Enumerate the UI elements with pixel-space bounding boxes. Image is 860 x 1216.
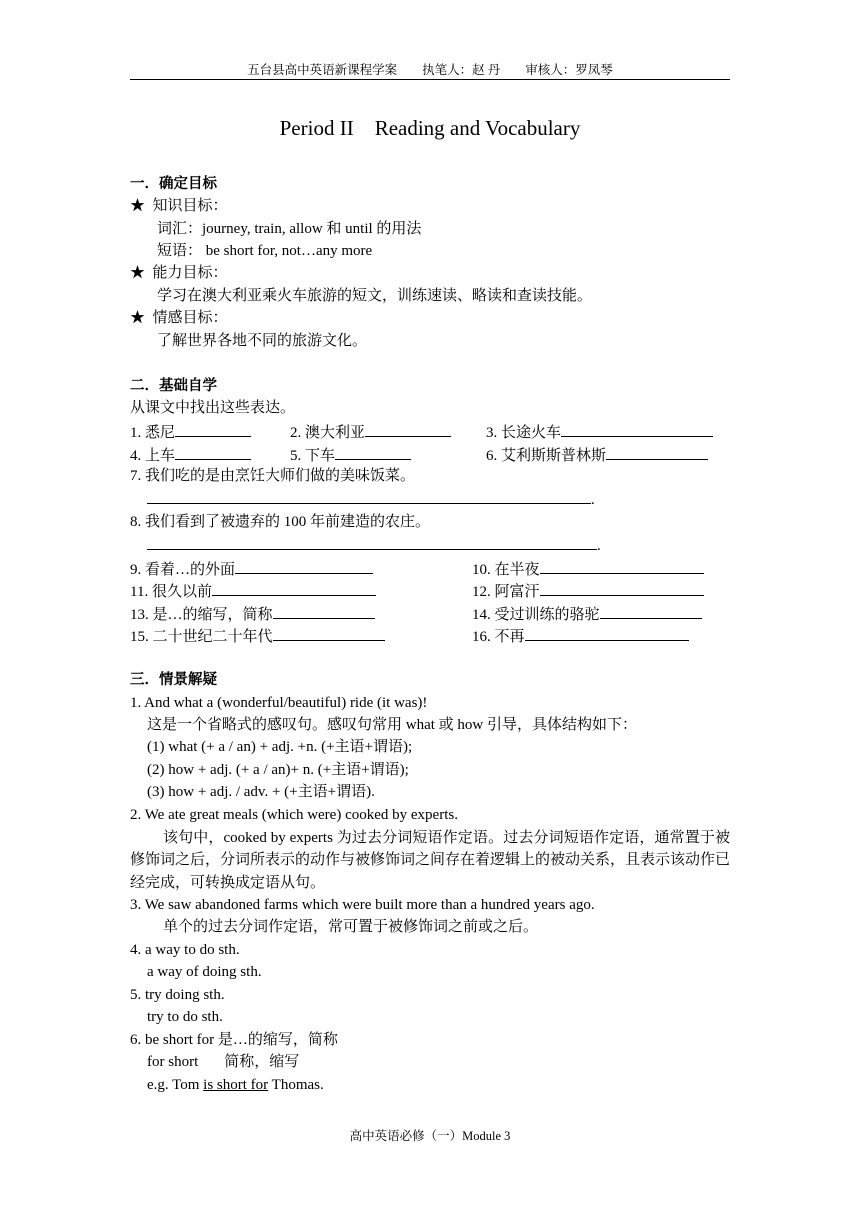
- section-2-heading: 二．基础自学: [130, 378, 217, 394]
- point-1-explanation: 这是一个省略式的感叹句。感叹句常用 what 或 how 引导，具体结构如下：: [147, 717, 637, 733]
- exercise-item-7-answer: .: [147, 488, 595, 510]
- answer-blank[interactable]: [561, 421, 713, 437]
- answer-blank[interactable]: [540, 558, 704, 574]
- point-4-variant: a way of doing sth.: [147, 964, 262, 980]
- phrase-line: 短语： be short for, not…any more: [157, 243, 373, 259]
- star-icon: ★: [130, 265, 146, 281]
- answer-blank[interactable]: [212, 580, 376, 596]
- vocab-line: 词汇：journey, train, allow 和 until 的用法: [157, 221, 422, 237]
- exercise-item-6: 6. 艾利斯斯普林斯: [486, 444, 708, 466]
- section-2-intro: 从课文中找出这些表达。: [130, 400, 296, 416]
- section-3-heading: 三．情景解疑: [130, 672, 217, 688]
- page-footer: 高中英语必修（一）Module 3: [349, 1129, 511, 1143]
- exercise-item-10: 10. 在半夜: [472, 558, 704, 580]
- answer-blank[interactable]: [365, 421, 451, 437]
- emotion-text: 了解世界各地不同的旅游文化。: [157, 333, 368, 349]
- section-1-heading: 一．确定目标: [130, 176, 217, 192]
- answer-blank[interactable]: [600, 603, 702, 619]
- answer-blank[interactable]: [606, 444, 708, 460]
- star-icon: ★: [130, 310, 146, 326]
- answer-blank[interactable]: [273, 603, 375, 619]
- exercise-item-16: 16. 不再: [472, 625, 689, 647]
- exercise-item-4: 4. 上车: [130, 444, 251, 466]
- point-1-pattern-3: (3) how + adj. / adv. + (+主语+谓语).: [147, 784, 375, 800]
- point-3: 3. We saw abandoned farms which were built more than a hundred years ago.: [130, 897, 595, 913]
- exercise-item-7: 7. 我们吃的是由烹饪大师们做的美味饭菜。: [130, 468, 416, 484]
- point-6-example: e.g. Tom is short for Thomas.: [147, 1077, 324, 1093]
- emotion-goal: [130, 308, 228, 328]
- exercise-item-11: 11. 很久以前: [130, 580, 376, 602]
- answer-blank[interactable]: [147, 534, 597, 550]
- underlined-phrase: is short for: [203, 1077, 269, 1093]
- ability-text: 学习在澳大利亚乘火车旅游的短文，训练速读、略读和查读技能。: [157, 288, 593, 304]
- exercise-item-8: 8. 我们看到了被遗弃的 100 年前建造的农庄。: [130, 514, 431, 530]
- exercise-item-5: 5. 下车: [290, 444, 411, 466]
- exercise-item-9: 9. 看着…的外面: [130, 558, 373, 580]
- exercise-item-12: 12. 阿富汗: [472, 580, 704, 602]
- answer-blank[interactable]: [235, 558, 373, 574]
- exercise-item-15: 15. 二十世纪二十年代: [130, 625, 385, 647]
- answer-blank[interactable]: [525, 625, 689, 641]
- knowledge-goal-label: 知识目标：: [152, 198, 228, 214]
- knowledge-goal: [130, 196, 228, 216]
- answer-blank[interactable]: [175, 421, 251, 437]
- point-2: 2. We ate great meals (which were) cooked by experts.: [130, 807, 458, 823]
- answer-blank[interactable]: [540, 580, 704, 596]
- ability-goal-label: 能力目标：: [152, 265, 228, 281]
- point-1: 1. And what a (wonderful/beautiful) ride (it was)!: [130, 695, 428, 711]
- point-6-for-short: for short 简称，缩写: [147, 1054, 300, 1070]
- exercise-item-14: 14. 受过训练的骆驼: [472, 603, 702, 625]
- answer-blank[interactable]: [175, 444, 251, 460]
- answer-blank[interactable]: [273, 625, 385, 641]
- point-1-pattern-1: (1) what (+ a / an) + adj. +n. (+主语+谓语);: [147, 739, 413, 755]
- exercise-item-2: 2. 澳大利亚: [290, 421, 451, 443]
- header-rule: [130, 79, 730, 80]
- exercise-item-1: 1. 悉尼: [130, 421, 251, 443]
- exercise-item-13: 13. 是…的缩写，简称: [130, 603, 375, 625]
- exercise-item-3: 3. 长途火车: [486, 421, 713, 443]
- point-3-explanation: 单个的过去分词作定语，常可置于被修饰词之前或之后。: [163, 919, 539, 935]
- answer-blank[interactable]: [147, 488, 591, 504]
- point-2-explanation: 该句中，cooked by experts 为过去分词短语作定语。过去分词短语作定语，通常置于被修饰词之后，分词所表示的动作与被修饰词之间存在着逻辑上的被动关系，且表示该动作已经完成，可转换成定语从句。: [130, 830, 731, 891]
- emotion-goal-label: 情感目标：: [152, 310, 228, 326]
- point-5-variant: try to do sth.: [147, 1009, 223, 1025]
- exercise-item-8-answer: .: [147, 534, 601, 556]
- point-4: 4. a way to do sth.: [130, 942, 240, 958]
- point-5: 5. try doing sth.: [130, 987, 225, 1003]
- ability-goal: [130, 263, 228, 283]
- point-6: 6. be short for 是…的缩写，简称: [130, 1032, 338, 1048]
- page-header: 五台县高中英语新课程学案 执笔人：赵 丹 审核人：罗凤琴: [247, 63, 613, 77]
- star-icon: ★: [130, 198, 146, 214]
- page-title: Period II Reading and Vocabulary: [279, 116, 581, 140]
- answer-blank[interactable]: [335, 444, 411, 460]
- point-1-pattern-2: (2) how + adj. (+ a / an)+ n. (+主语+谓语);: [147, 762, 409, 778]
